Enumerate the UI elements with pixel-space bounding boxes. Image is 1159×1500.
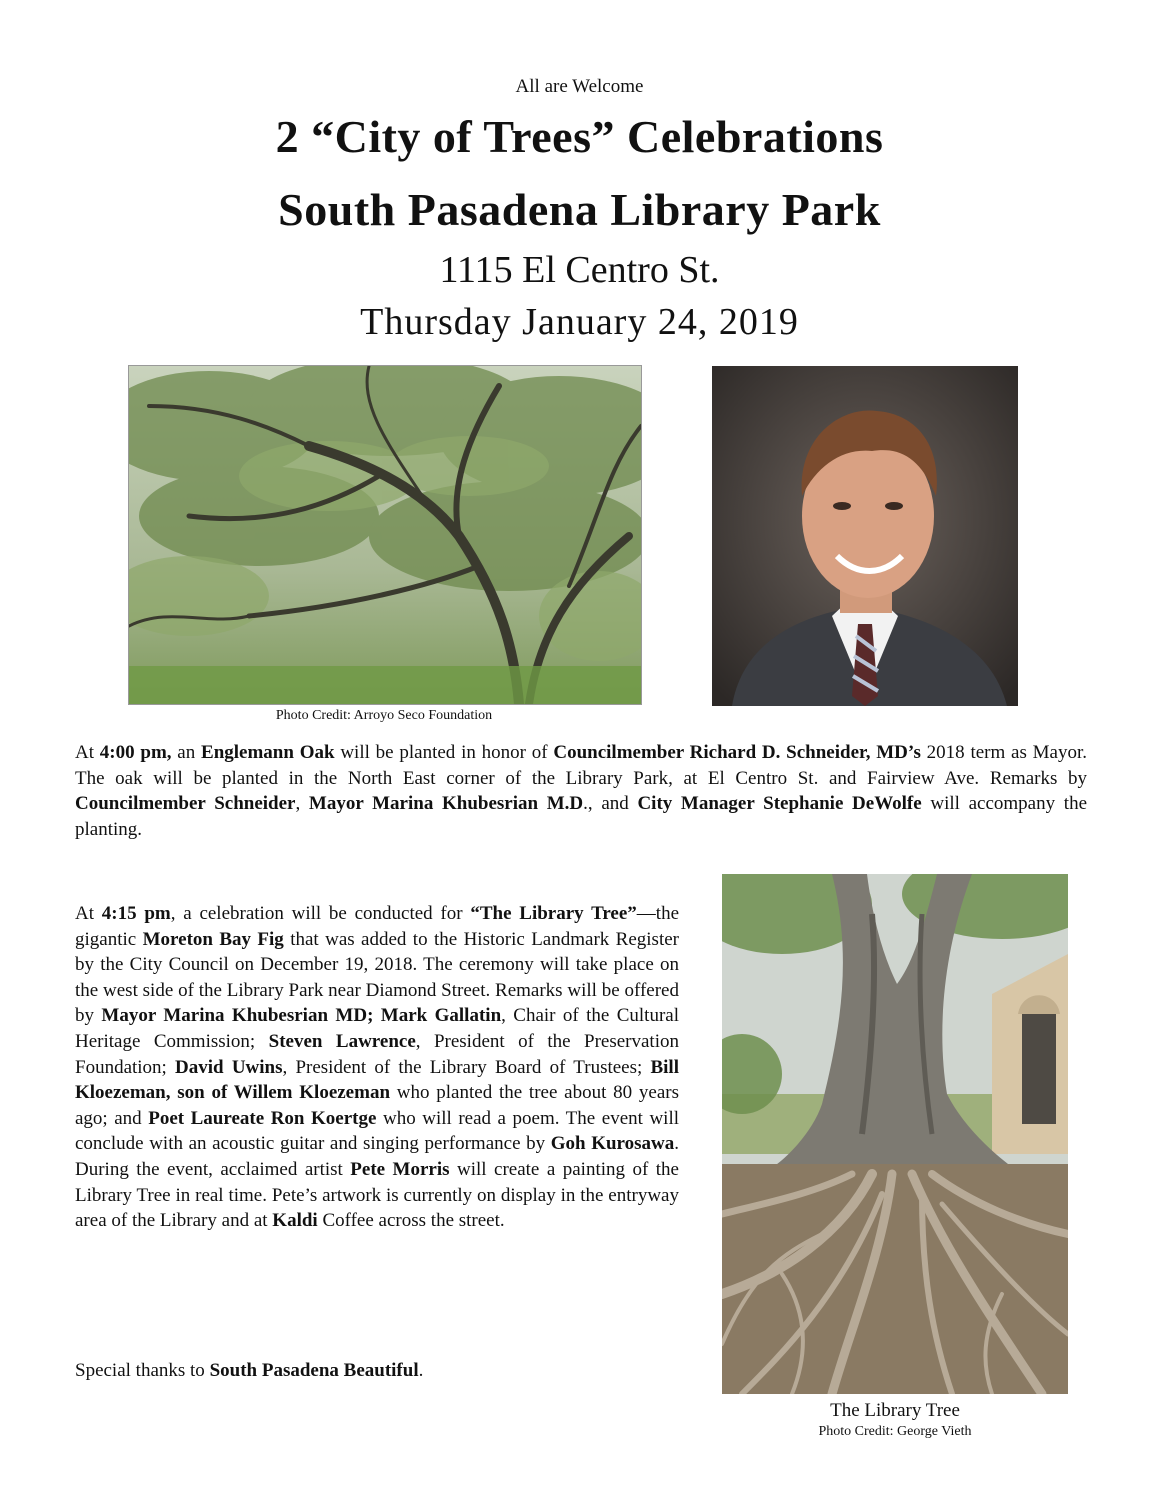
- library-tree-photo-credit: Photo Credit: George Vieth: [818, 1424, 972, 1439]
- special-thanks: Special thanks to South Pasadena Beautiful.: [75, 1360, 424, 1381]
- title-line-2: South Pasadena Library Park: [278, 184, 881, 235]
- event-address: 1115 El Centro St.: [439, 249, 720, 291]
- welcome-line: All are Welcome: [515, 76, 644, 97]
- oak-tree-photo: [128, 365, 642, 705]
- library-tree-paragraph: At 4:15 pm, a celebration will be conducted for “The Library Tree”—the gigantic Moreton Bay Fig that was added to the Historic Landmark Register by the City Council on December 19, 2018. The ceremony will take place on the west side of the Library Park near Diamond Street. Remarks will be offered by Mayor Marina Khubesrian MD; Mark Gallatin, Chair of the Cultural Heritage Commission; Steven Lawrence, President of the Preservation Foundation; David Uwins, President of the Library Board of Trustees; Bill Kloezeman, son of Willem Kloezeman who planted the tree about 80 years ago; and Poet Laureate Ron Koertge who will read a poem. The event will conclude with an acoustic guitar and singing performance by Goh Kurosawa. During the event, acclaimed artist Pete Morris will create a painting of the Library Tree in real time. Pete’s artwork is currently on display in the entryway area of the Library and at Kaldi Coffee across the street.: [75, 903, 680, 1232]
- oak-planting-paragraph: At 4:00 pm, an Englemann Oak will be planted in honor of Councilmember Richard D. Schneider, MD’s 2018 term as Mayor. The oak will be planted in the North East corner of the Library Park, at El Centro St. and Fairview Ave. Remarks by Councilmember Schneider, Mayor Marina Khubesrian M.D., and City Manager Stephanie DeWolfe will accompany the planting.: [75, 742, 1087, 840]
- portrait-photo: [712, 366, 1018, 706]
- event-date: Thursday January 24, 2019: [360, 301, 799, 343]
- title-line-1: 2 “City of Trees” Celebrations: [275, 111, 884, 162]
- library-tree-photo: [722, 874, 1068, 1394]
- library-tree-caption: The Library Tree: [830, 1400, 960, 1421]
- oak-photo-credit: Photo Credit: Arroyo Seco Foundation: [275, 708, 493, 723]
